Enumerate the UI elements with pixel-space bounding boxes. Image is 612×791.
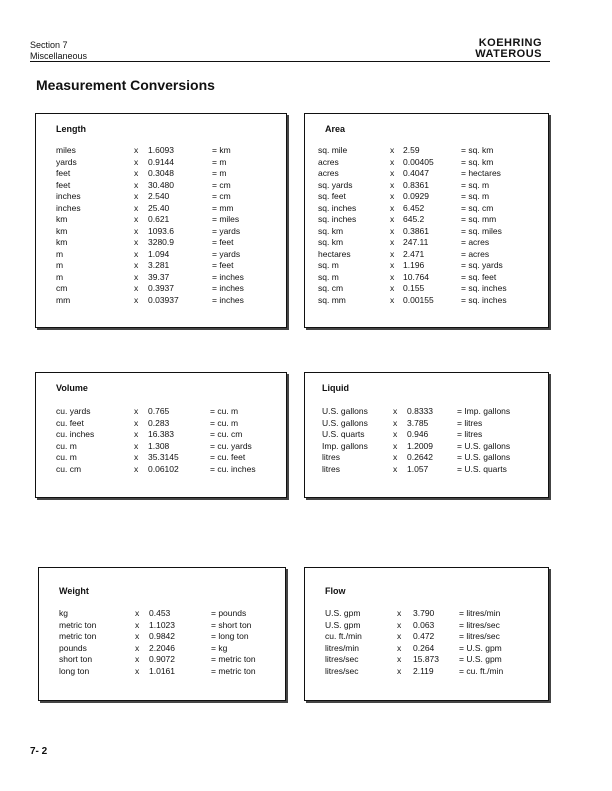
to-unit: = litres <box>457 417 483 428</box>
to-unit: = feet <box>212 237 234 247</box>
from-unit: inches <box>56 191 81 201</box>
to-unit: = pounds <box>211 608 247 618</box>
multiply-sign: x <box>390 271 395 282</box>
multiply-sign: x <box>134 406 139 416</box>
multiply-sign: x <box>134 260 139 270</box>
multiply-sign: x <box>135 665 140 676</box>
factor: 1.308 <box>148 440 170 451</box>
to-unit: = U.S. gpm <box>459 654 502 664</box>
multiply-sign: x <box>397 619 402 630</box>
to-unit: = inches <box>212 271 244 282</box>
to-unit: = cu. cm <box>210 429 243 439</box>
to-unit: = U.S. gpm <box>459 642 502 653</box>
multiply-sign: x <box>390 237 395 247</box>
factor: 2.540 <box>148 191 170 201</box>
table-row <box>36 237 286 249</box>
table-row <box>36 272 286 284</box>
multiply-sign: x <box>390 283 395 293</box>
multiply-sign: x <box>390 214 395 224</box>
table-rows <box>39 608 285 677</box>
table-row <box>36 418 286 430</box>
to-unit: = sq. inches <box>461 294 507 305</box>
table-row <box>305 295 548 307</box>
from-unit: sq. inches <box>318 202 357 213</box>
from-unit: mm <box>56 294 71 305</box>
to-unit: = litres/sec <box>459 619 500 630</box>
to-unit: = cu. m <box>210 406 239 416</box>
to-unit: = sq. cm <box>461 202 494 213</box>
page-number: 7- 2 <box>30 746 48 757</box>
from-unit: cu. feet <box>56 417 84 428</box>
multiply-sign: x <box>135 654 140 664</box>
from-unit: cu. cm <box>56 463 82 474</box>
multiply-sign: x <box>390 191 395 201</box>
multiply-sign: x <box>134 248 139 259</box>
factor: 0.00405 <box>403 156 434 167</box>
brand-logo <box>475 38 542 60</box>
factor: 1.2009 <box>407 440 433 451</box>
to-unit: = inches <box>212 294 244 305</box>
factor: 0.9842 <box>149 631 175 641</box>
factor: 0.283 <box>148 417 170 428</box>
multiply-sign: x <box>390 145 395 155</box>
table-row <box>305 666 548 678</box>
factor: 3.281 <box>148 260 170 270</box>
multiply-sign: x <box>397 631 402 641</box>
table-weight <box>38 567 286 701</box>
from-unit: sq. mm <box>318 294 346 305</box>
multiply-sign: x <box>134 237 139 247</box>
table-title: Weight <box>59 586 89 596</box>
factor: 1.196 <box>403 260 425 270</box>
to-unit: = sq. km <box>461 156 494 167</box>
to-unit: = long ton <box>211 631 249 641</box>
to-unit: = Imp. gallons <box>457 406 511 416</box>
table-title: Length <box>56 124 86 134</box>
table-row <box>36 429 286 441</box>
table-volume <box>35 372 287 498</box>
from-unit: litres/sec <box>325 654 359 664</box>
factor: 16.383 <box>148 429 174 439</box>
multiply-sign: x <box>134 271 139 282</box>
multiply-sign: x <box>134 214 139 224</box>
table-row <box>36 145 286 157</box>
factor: 1.1023 <box>149 619 175 630</box>
multiply-sign: x <box>134 283 139 293</box>
table-row <box>36 260 286 272</box>
from-unit: cm <box>56 283 68 293</box>
from-unit: short ton <box>59 654 93 664</box>
to-unit: = sq. feet <box>461 271 497 282</box>
table-row <box>305 406 548 418</box>
table-row <box>39 654 285 666</box>
factor: 3.785 <box>407 417 429 428</box>
from-unit: sq. feet <box>318 191 346 201</box>
to-unit: = U.S. quarts <box>457 463 507 474</box>
factor: 2.59 <box>403 145 420 155</box>
multiply-sign: x <box>390 225 395 236</box>
multiply-sign: x <box>134 156 139 167</box>
multiply-sign: x <box>135 631 140 641</box>
brand-line-2: WATEROUS <box>475 48 542 60</box>
header-rule <box>30 61 550 62</box>
table-row <box>305 643 548 655</box>
multiply-sign: x <box>397 665 402 676</box>
from-unit: acres <box>318 156 339 167</box>
factor: 1.057 <box>407 463 429 474</box>
factor: 247.11 <box>403 237 429 247</box>
from-unit: litres <box>322 452 340 462</box>
to-unit: = metric ton <box>211 665 256 676</box>
factor: 2.2046 <box>149 642 175 653</box>
multiply-sign: x <box>393 440 398 451</box>
from-unit: feet <box>56 179 71 190</box>
factor: 0.9144 <box>148 156 174 167</box>
table-row <box>36 191 286 203</box>
multiply-sign: x <box>134 463 139 474</box>
multiply-sign: x <box>134 429 139 439</box>
factor: 0.3048 <box>148 168 174 178</box>
to-unit: = cu. yards <box>210 440 252 451</box>
factor: 0.2642 <box>407 452 433 462</box>
table-row <box>36 295 286 307</box>
multiply-sign: x <box>134 417 139 428</box>
table-row <box>39 631 285 643</box>
factor: 25.40 <box>148 202 170 213</box>
multiply-sign: x <box>390 202 395 213</box>
to-unit: = cu. m <box>210 417 239 428</box>
multiply-sign: x <box>135 608 140 618</box>
multiply-sign: x <box>390 168 395 178</box>
table-row <box>36 249 286 261</box>
from-unit: sq. yards <box>318 179 353 190</box>
from-unit: U.S. quarts <box>322 429 365 439</box>
factor: 0.472 <box>413 631 435 641</box>
multiply-sign: x <box>134 440 139 451</box>
from-unit: sq. m <box>318 260 339 270</box>
to-unit: = inches <box>212 283 244 293</box>
table-flow <box>304 567 549 701</box>
table-row <box>305 237 548 249</box>
from-unit: m <box>56 248 64 259</box>
from-unit: U.S. gallons <box>322 417 368 428</box>
factor: 1.094 <box>148 248 170 259</box>
multiply-sign: x <box>134 145 139 155</box>
table-row <box>305 283 548 295</box>
from-unit: sq. mile <box>318 145 348 155</box>
brand-line-1: KOEHRING <box>478 37 542 49</box>
from-unit: cu. inches <box>56 429 95 439</box>
table-row <box>305 203 548 215</box>
factor: 1.0161 <box>149 665 175 676</box>
factor: 0.155 <box>403 283 425 293</box>
to-unit: = U.S. gallons <box>457 440 511 451</box>
table-title: Flow <box>325 586 346 596</box>
table-row <box>36 452 286 464</box>
multiply-sign: x <box>393 417 398 428</box>
multiply-sign: x <box>393 463 398 474</box>
from-unit: feet <box>56 168 71 178</box>
table-row <box>36 464 286 476</box>
factor: 0.0929 <box>403 191 429 201</box>
to-unit: = miles <box>212 214 240 224</box>
factor: 0.264 <box>413 642 435 653</box>
to-unit: = U.S. gallons <box>457 452 511 462</box>
table-row <box>305 145 548 157</box>
table-rows <box>36 406 286 475</box>
multiply-sign: x <box>390 248 395 259</box>
from-unit: km <box>56 214 68 224</box>
to-unit: = litres <box>457 429 483 439</box>
to-unit: = hectares <box>461 168 501 178</box>
factor: 2.471 <box>403 248 425 259</box>
from-unit: cu. m <box>56 440 77 451</box>
factor: 0.765 <box>148 406 170 416</box>
factor: 0.946 <box>407 429 429 439</box>
factor: 35.3145 <box>148 452 179 462</box>
multiply-sign: x <box>135 619 140 630</box>
from-unit: U.S. gpm <box>325 608 361 618</box>
from-unit: Imp. gallons <box>322 440 368 451</box>
table-row <box>305 441 548 453</box>
from-unit: km <box>56 225 68 236</box>
multiply-sign: x <box>134 452 139 462</box>
factor: 10.764 <box>403 271 429 282</box>
to-unit: = sq. m <box>461 191 490 201</box>
multiply-sign: x <box>393 452 398 462</box>
table-rows <box>305 406 548 475</box>
from-unit: kg <box>59 608 68 618</box>
from-unit: inches <box>56 202 81 213</box>
table-title: Volume <box>56 383 88 393</box>
factor: 0.453 <box>149 608 171 618</box>
table-row <box>36 203 286 215</box>
to-unit: = acres <box>461 248 490 259</box>
multiply-sign: x <box>134 225 139 236</box>
table-row <box>36 283 286 295</box>
table-row <box>305 180 548 192</box>
table-row <box>305 272 548 284</box>
from-unit: long ton <box>59 665 90 676</box>
to-unit: = litres/min <box>459 608 501 618</box>
from-unit: sq. cm <box>318 283 344 293</box>
to-unit: = m <box>212 156 227 167</box>
factor: 0.03937 <box>148 294 179 305</box>
section-header <box>30 40 87 62</box>
multiply-sign: x <box>397 608 402 618</box>
multiply-sign: x <box>390 294 395 305</box>
from-unit: km <box>56 237 68 247</box>
factor: 0.063 <box>413 619 435 630</box>
table-row <box>36 180 286 192</box>
multiply-sign: x <box>397 642 402 653</box>
to-unit: = m <box>212 168 227 178</box>
factor: 3.790 <box>413 608 435 618</box>
from-unit: miles <box>56 145 76 155</box>
to-unit: = cu. feet <box>210 452 246 462</box>
table-title: Liquid <box>322 383 349 393</box>
table-row <box>36 214 286 226</box>
to-unit: = cm <box>212 179 231 190</box>
factor: 6.452 <box>403 202 425 213</box>
multiply-sign: x <box>134 294 139 305</box>
table-area <box>304 113 549 328</box>
to-unit: = metric ton <box>211 654 256 664</box>
table-row <box>305 168 548 180</box>
table-row <box>36 168 286 180</box>
table-title: Area <box>325 124 346 134</box>
from-unit: m <box>56 271 64 282</box>
from-unit: U.S. gallons <box>322 406 368 416</box>
to-unit: = km <box>212 145 231 155</box>
to-unit: = yards <box>212 225 241 236</box>
factor: 3280.9 <box>148 237 174 247</box>
from-unit: cu. ft./min <box>325 631 362 641</box>
from-unit: cu. yards <box>56 406 91 416</box>
multiply-sign: x <box>390 156 395 167</box>
factor: 0.06102 <box>148 463 179 474</box>
to-unit: = cu. inches <box>210 463 256 474</box>
from-unit: hectares <box>318 248 351 259</box>
factor: 1093.6 <box>148 225 174 236</box>
multiply-sign: x <box>393 429 398 439</box>
table-liquid <box>304 372 549 498</box>
from-unit: litres/min <box>325 642 360 653</box>
table-rows <box>36 145 286 306</box>
subsection-label: Miscellaneous <box>30 51 88 61</box>
from-unit: metric ton <box>59 619 97 630</box>
table-row <box>39 666 285 678</box>
table-row <box>305 191 548 203</box>
factor: 15.873 <box>413 654 439 664</box>
factor: 0.3937 <box>148 283 174 293</box>
table-row <box>305 464 548 476</box>
from-unit: U.S. gpm <box>325 619 361 630</box>
to-unit: = cu. ft./min <box>459 665 504 676</box>
to-unit: = sq. miles <box>461 225 502 236</box>
factor: 39.37 <box>148 271 170 282</box>
factor: 0.00155 <box>403 294 434 305</box>
multiply-sign: x <box>390 260 395 270</box>
from-unit: sq. km <box>318 225 344 236</box>
table-length <box>35 113 287 328</box>
table-row <box>305 157 548 169</box>
to-unit: = kg <box>211 642 228 653</box>
multiply-sign: x <box>397 654 402 664</box>
table-row <box>305 418 548 430</box>
to-unit: = sq. km <box>461 145 494 155</box>
to-unit: = mm <box>212 202 234 213</box>
table-row <box>305 429 548 441</box>
table-row <box>305 620 548 632</box>
multiply-sign: x <box>393 406 398 416</box>
table-row <box>36 157 286 169</box>
from-unit: acres <box>318 168 339 178</box>
to-unit: = sq. mm <box>461 214 497 224</box>
to-unit: = litres/sec <box>459 631 500 641</box>
to-unit: = acres <box>461 237 490 247</box>
to-unit: = yards <box>212 248 241 259</box>
factor: 0.4047 <box>403 168 429 178</box>
from-unit: m <box>56 260 64 270</box>
from-unit: sq. km <box>318 237 344 247</box>
from-unit: litres <box>322 463 340 474</box>
multiply-sign: x <box>134 168 139 178</box>
factor: 0.621 <box>148 214 170 224</box>
factor: 1.6093 <box>148 145 174 155</box>
factor: 645.2 <box>403 214 425 224</box>
table-row <box>305 631 548 643</box>
to-unit: = sq. inches <box>461 283 507 293</box>
to-unit: = cm <box>212 191 231 201</box>
factor: 2.119 <box>413 665 434 676</box>
table-row <box>36 441 286 453</box>
table-row <box>305 214 548 226</box>
to-unit: = sq. m <box>461 179 490 190</box>
table-row <box>305 260 548 272</box>
table-rows <box>305 608 548 677</box>
from-unit: sq. m <box>318 271 339 282</box>
to-unit: = feet <box>212 260 234 270</box>
multiply-sign: x <box>134 202 139 213</box>
multiply-sign: x <box>135 642 140 653</box>
table-row <box>305 608 548 620</box>
table-row <box>39 643 285 655</box>
table-row <box>305 452 548 464</box>
factor: 30.480 <box>148 179 174 190</box>
table-row <box>36 226 286 238</box>
from-unit: pounds <box>59 642 87 653</box>
table-row <box>305 226 548 238</box>
factor: 0.9072 <box>149 654 175 664</box>
from-unit: sq. inches <box>318 214 357 224</box>
table-row <box>39 620 285 632</box>
from-unit: yards <box>56 156 77 167</box>
from-unit: cu. m <box>56 452 77 462</box>
multiply-sign: x <box>134 179 139 190</box>
table-row <box>305 249 548 261</box>
multiply-sign: x <box>134 191 139 201</box>
to-unit: = short ton <box>211 619 252 630</box>
table-row <box>39 608 285 620</box>
factor: 0.8361 <box>403 179 429 190</box>
section-label: Section 7 <box>30 40 68 50</box>
from-unit: metric ton <box>59 631 97 641</box>
page-title: Measurement Conversions <box>36 77 215 93</box>
to-unit: = sq. yards <box>461 260 503 270</box>
from-unit: litres/sec <box>325 665 359 676</box>
table-row <box>305 654 548 666</box>
factor: 0.8333 <box>407 406 433 416</box>
multiply-sign: x <box>390 179 395 190</box>
table-rows <box>305 145 548 306</box>
table-row <box>36 406 286 418</box>
factor: 0.3861 <box>403 225 429 236</box>
